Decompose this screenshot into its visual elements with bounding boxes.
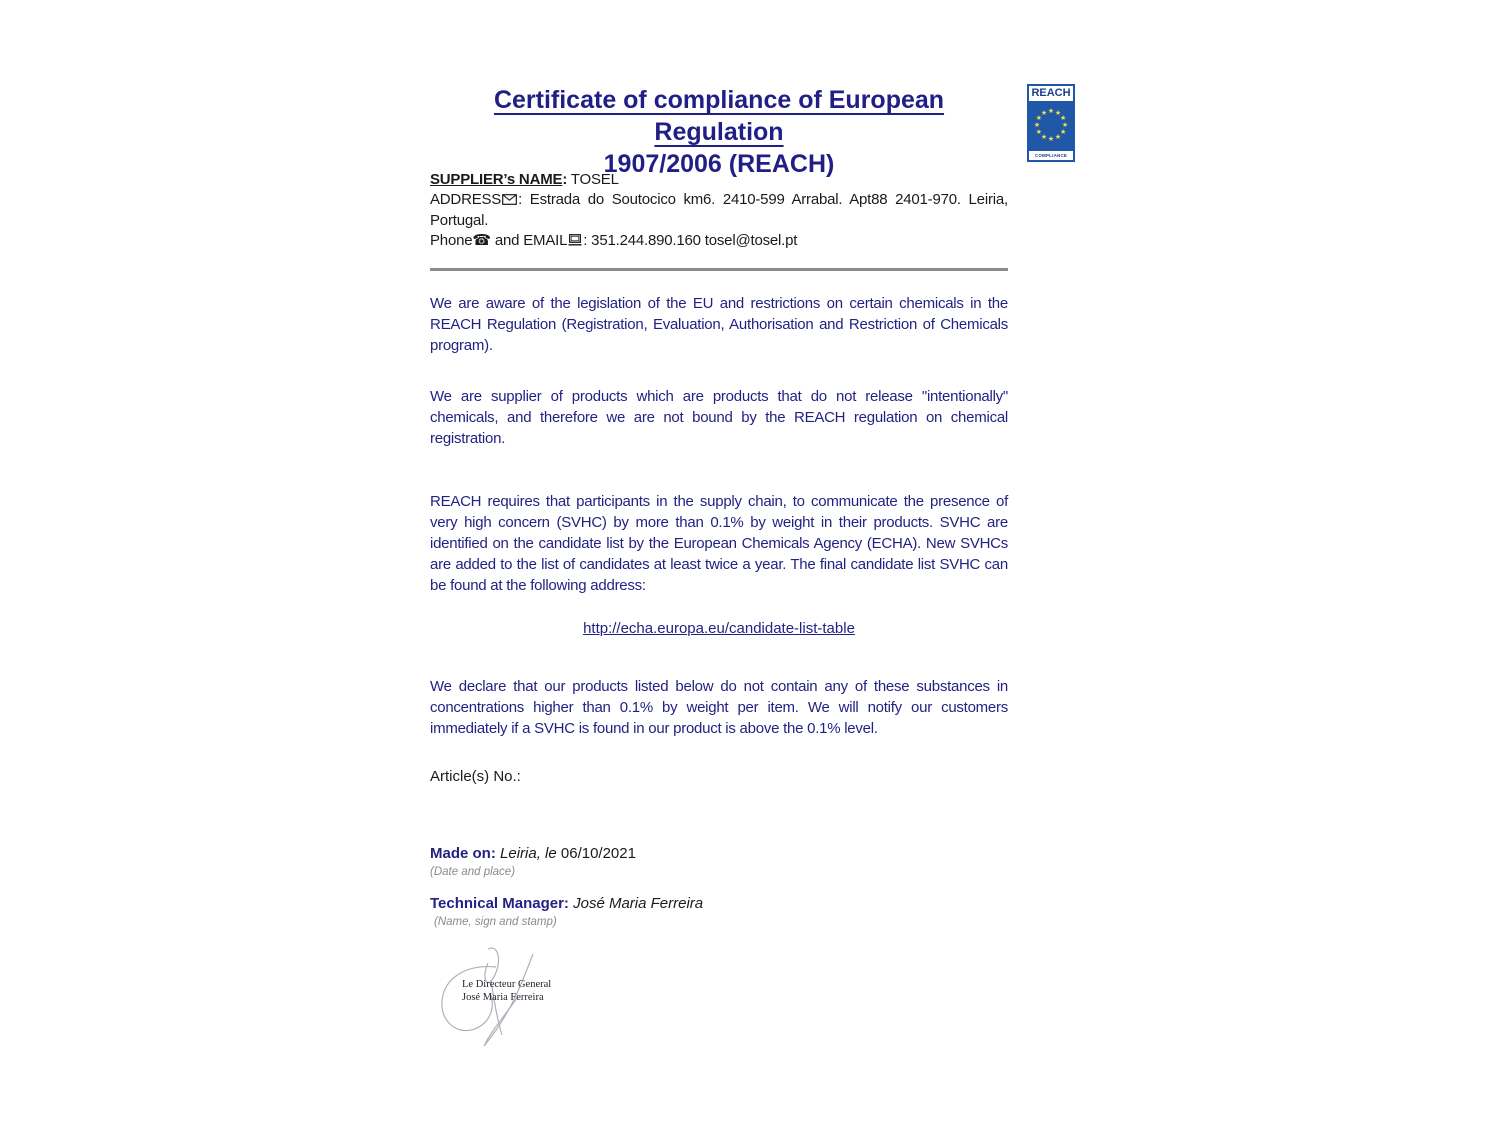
email-label: and EMAIL: [490, 232, 568, 249]
contact-value: : 351.244.890.160 tosel@tosel.pt: [583, 232, 798, 249]
supplier-contact-line: [430, 231, 1008, 252]
made-on-place: Leiria, le: [495, 845, 561, 862]
supplier-name-line: SUPPLIER’s NAME: TOSEL: [430, 171, 619, 188]
supplier-name-label: SUPPLIER’s NAME: [430, 171, 563, 188]
stamp-text: [462, 978, 551, 1004]
eu-star-icon: ★: [1035, 129, 1043, 136]
eu-star-icon: ★: [1047, 108, 1055, 115]
name-sign-stamp-caption: (Name, sign and stamp): [434, 916, 557, 928]
phone-label: Phone: [430, 232, 473, 249]
paragraph-declaration: We declare that our products listed below do not contain any of these substances in concentrations higher than 0.1% by weight per item. We will notify our customers immediately if a SVHC is found in our product is above the 0.1% level.: [430, 678, 1008, 737]
title-line-1: Certificate of compliance of European Regulation: [493, 86, 945, 146]
made-on-line: [430, 845, 1008, 862]
eu-star-icon: ★: [1059, 115, 1067, 122]
candidate-list-link[interactable]: http://echa.europa.eu/candidate-list-table: [583, 620, 855, 637]
paragraph-supplier-products: We are supplier of products which are products that do not release "intentionally" chemicals, and therefore we are not bound by the REACH regulation on chemical registration.: [430, 388, 1008, 447]
supplier-block: [430, 170, 1008, 252]
paragraph-aware: We are aware of the legislation of the EU and restrictions on certain chemicals in the REACH Regulation (Registration, Evaluation, Authorisation and Restriction of Chemicals program).: [430, 295, 1008, 354]
technical-manager-name: José Maria Ferreira: [568, 895, 704, 912]
computer-icon: [568, 232, 582, 252]
stamp-line-2: José Maria Ferreira: [462, 992, 544, 1003]
supplier-address-line: [430, 190, 1008, 231]
made-on-date: 06/10/2021: [560, 845, 636, 862]
candidate-list-link-line: [430, 620, 1008, 637]
date-place-caption: (Date and place): [430, 866, 516, 878]
envelope-icon: [502, 191, 517, 211]
title-line-2: 1907/2006 (REACH): [603, 150, 835, 178]
eu-star-icon: ★: [1059, 129, 1067, 136]
reach-compliance-logo: [1027, 84, 1075, 162]
eu-star-icon: ★: [1047, 136, 1055, 143]
address-value: : Estrada do Soutocico km6. 2410-599 Arrabal. Apt88 2401-970. Leiria, Portugal.: [430, 191, 1008, 229]
supplier-name-value: TOSEL: [567, 171, 619, 188]
address-label: ADDRESS: [430, 191, 502, 208]
eu-star-icon: ★: [1054, 134, 1062, 142]
reach-logo-header: REACH: [1029, 86, 1073, 103]
technical-manager-label: Technical Manager:: [430, 895, 569, 912]
eu-star-icon: ★: [1040, 134, 1048, 142]
eu-star-icon: ★: [1040, 109, 1048, 117]
horizontal-divider: [430, 268, 1008, 271]
eu-star-icon: ★: [1033, 122, 1041, 129]
eu-star-icon: ★: [1035, 115, 1043, 122]
signature-area: [436, 946, 556, 1048]
eu-star-icon: ★: [1054, 109, 1062, 117]
phone-icon: ☎: [472, 232, 491, 249]
eu-star-icon: ★: [1061, 122, 1069, 129]
reach-logo-footer: COMPLIANCE: [1029, 149, 1073, 160]
made-on-label: Made on:: [430, 845, 496, 862]
page-title: [430, 84, 1008, 180]
paragraph-reach-requires: REACH requires that participants in the supply chain, to communicate the presence of very high concern (SVHC) by more than 0.1% by weight in their products. SVHC are identified on the candidate list by the European Chemicals Agency (ECHA). New SVHCs are added to the list of candidates at least twice a year. The final candidate list SVHC can be found at the following address:: [430, 493, 1008, 594]
eu-flag-icon: [1029, 103, 1073, 149]
articles-no-label: Article(s) No.:: [430, 768, 521, 785]
stamp-line-1: Le Directeur General: [462, 979, 552, 990]
technical-manager-line: [430, 895, 1008, 912]
